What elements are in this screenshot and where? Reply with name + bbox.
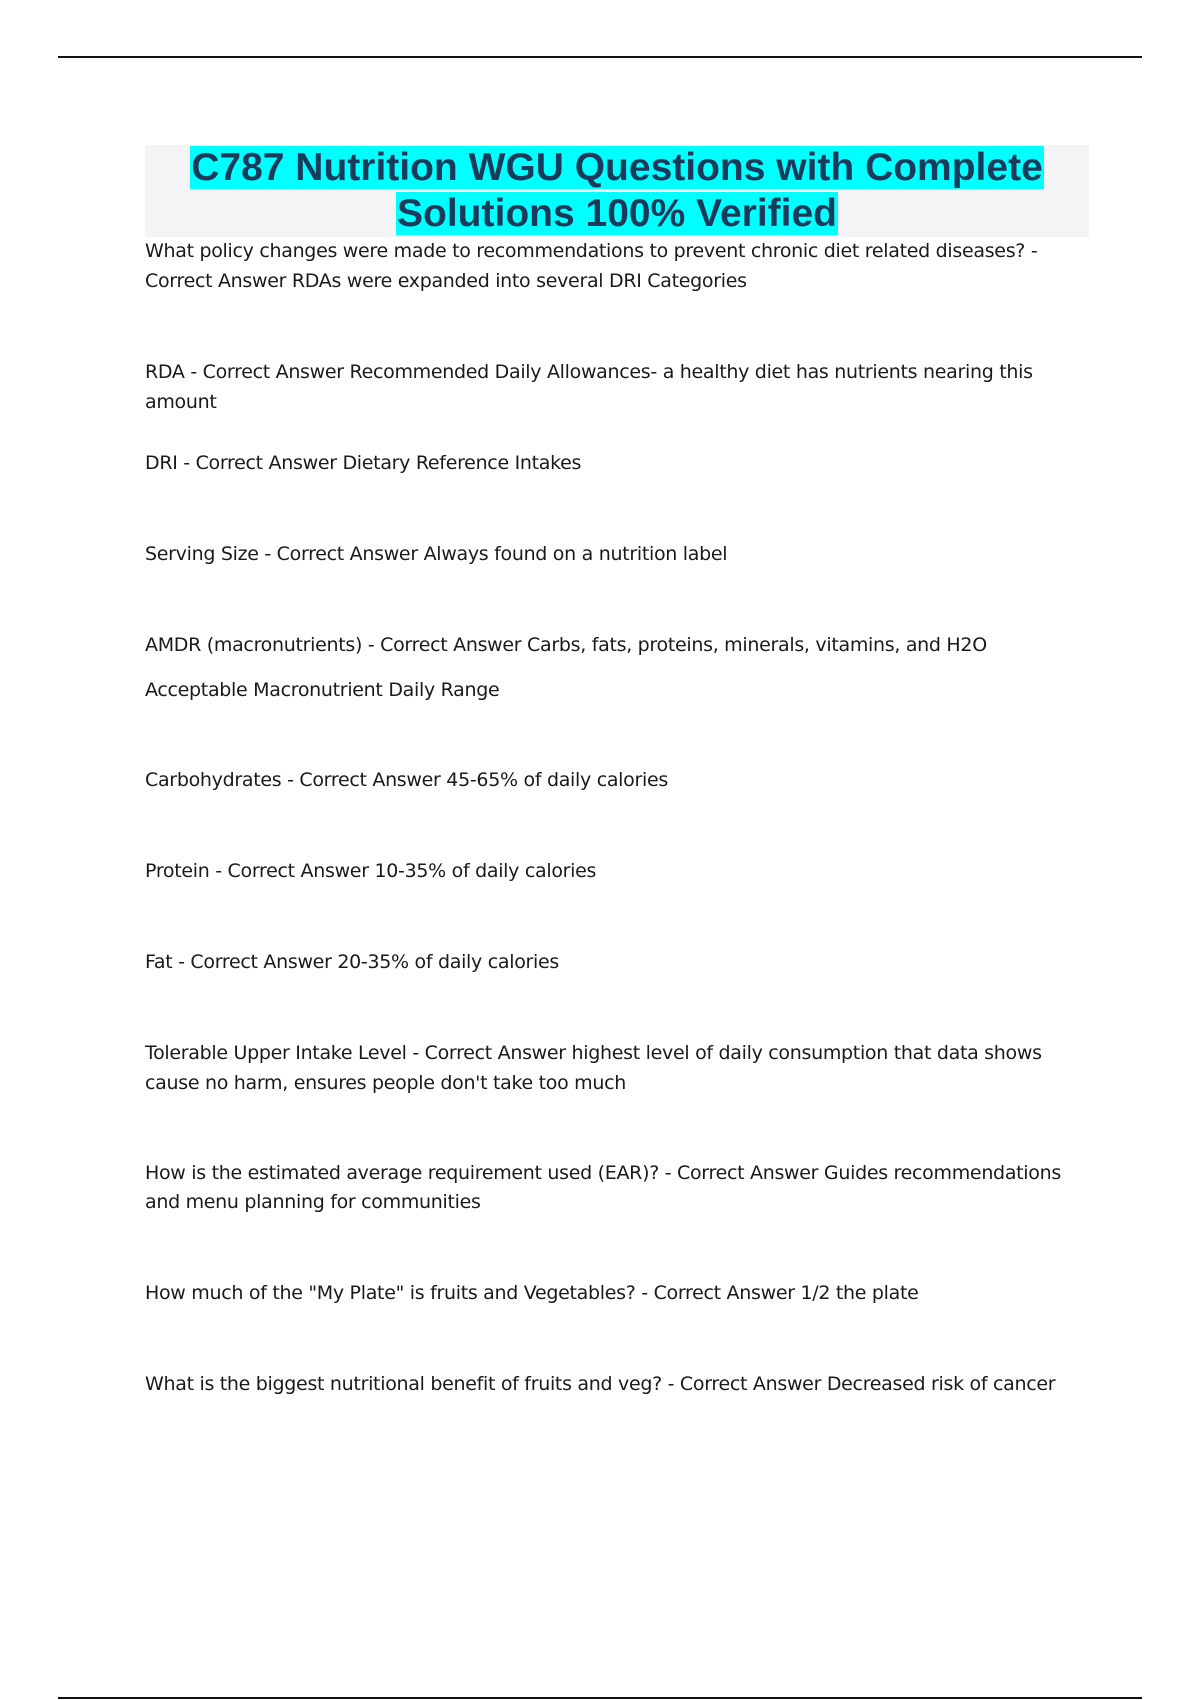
document-title (145, 145, 1089, 237)
qa-item: Fat - Correct Answer 20-35% of daily calories (145, 951, 559, 973)
top-divider (58, 56, 1142, 58)
qa-item: What policy changes were made to recommendations to prevent chronic diet related diseases? - Correct Answer RDAs were expanded into several DRI Categories (145, 240, 1038, 292)
qa-item: Acceptable Macronutrient Daily Range (145, 679, 500, 701)
qa-item: Carbohydrates - Correct Answer 45-65% of daily calories (145, 769, 668, 791)
qa-item: AMDR (macronutrients) - Correct Answer Carbs, fats, proteins, minerals, vitamins, and H2O (145, 634, 987, 656)
qa-item: How is the estimated average requirement used (EAR)? - Correct Answer Guides recommendations and menu planning for communities (145, 1162, 1061, 1213)
qa-item: Serving Size - Correct Answer Always found on a nutrition label (145, 543, 728, 565)
qa-item: How much of the "My Plate" is fruits and Vegetables? - Correct Answer 1/2 the plate (145, 1282, 919, 1304)
title-line-1: C787 Nutrition WGU Questions with Complete (191, 146, 1043, 189)
bottom-divider (58, 1697, 1142, 1699)
qa-item: DRI - Correct Answer Dietary Reference Intakes (145, 452, 582, 474)
qa-item: RDA - Correct Answer Recommended Daily Allowances- a healthy diet has nutrients nearing this amount (145, 361, 1033, 413)
qa-item: What is the biggest nutritional benefit of fruits and veg? - Correct Answer Decreased risk of cancer (145, 1373, 1056, 1395)
qa-item: Protein - Correct Answer 10-35% of daily calories (145, 860, 597, 882)
title-line-2: Solutions 100% Verified (397, 192, 837, 235)
qa-item: Tolerable Upper Intake Level - Correct Answer highest level of daily consumption that data shows cause no harm, ensures people don't take too much (145, 1042, 1042, 1094)
title-block (145, 145, 1089, 237)
